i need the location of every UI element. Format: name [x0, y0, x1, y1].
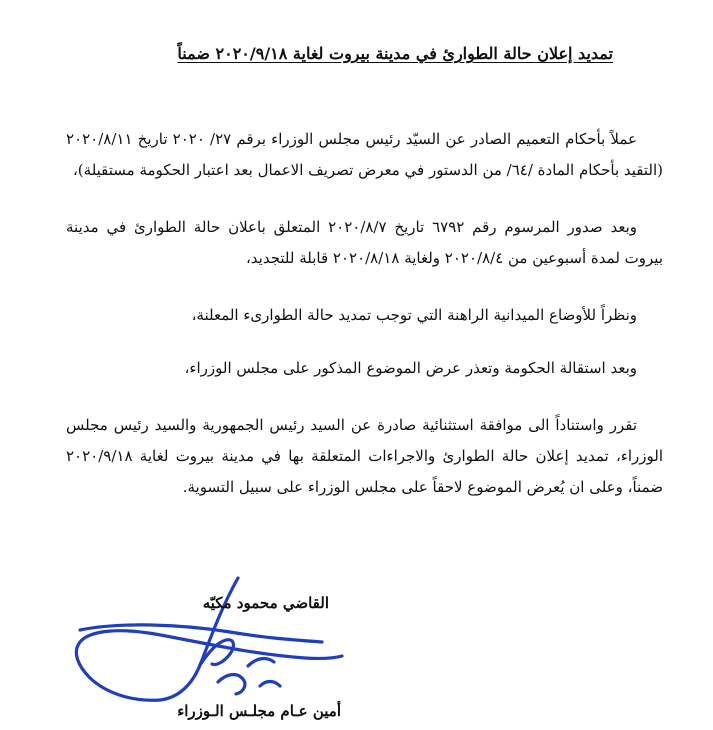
paragraph-4: وبعد استقالة الحكومة وتعذر عرض الموضوع المذكور على مجلس الوزراء، [184, 359, 637, 377]
document-body [66, 124, 663, 529]
signatory-name: القاضي محمود مكيّه [202, 594, 329, 612]
paragraph-2: وبعد صدور المرسوم رقم ٦٧٩٢ تاريخ ٢٠٢٠/٨/٧ المتعلق باعلان حالة الطوارئ في مدينة بيروت لمدة أسبوعين من ٢٠٢٠/٨/٤ ولغاية ٢٠٢٠/٨/١٨ قابلة للتجديد، [66, 218, 663, 267]
document-title: تمديد إعلان حالة الطوارئ في مدينة بيروت لغاية ٢٠٢٠/٩/١٨ ضمناً [177, 44, 613, 63]
handwritten-signature [60, 570, 350, 710]
signatory-role: أمين عـام مجلـس الـوزراء [177, 702, 341, 720]
paragraph-5: تقرر واستناداً الى موافقة استثنائية صادرة عن السيد رئيس الجمهورية والسيد رئيس مجلس الوزراء، تمديد إعلان حالة الطوارئ والاجراءات المتعلقة بها في مدينة بيروت لغاية ٢٠٢٠/٩/١٨ ضمناً، وعلى ان يُعرض الموضوع لاحقاً على مجلس الوزراء على سبيل التسوية. [66, 416, 663, 496]
paragraph-3: ونظراً للأوضاع الميدانية الراهنة التي توجب تمديد حالة الطوارىء المعلنة، [191, 306, 637, 324]
paragraph-1: عملاً بأحكام التعميم الصادر عن السيّد رئيس مجلس الوزراء برقم ٢٧/ ٢٠٢٠ تاريخ ٢٠٢٠/٨/١١ (التقيد بأحكام المادة /٦٤/ من الدستور في معرض تصريف الاعمال بعد اعتبار الحكومة مستقيلة)، [66, 130, 663, 179]
